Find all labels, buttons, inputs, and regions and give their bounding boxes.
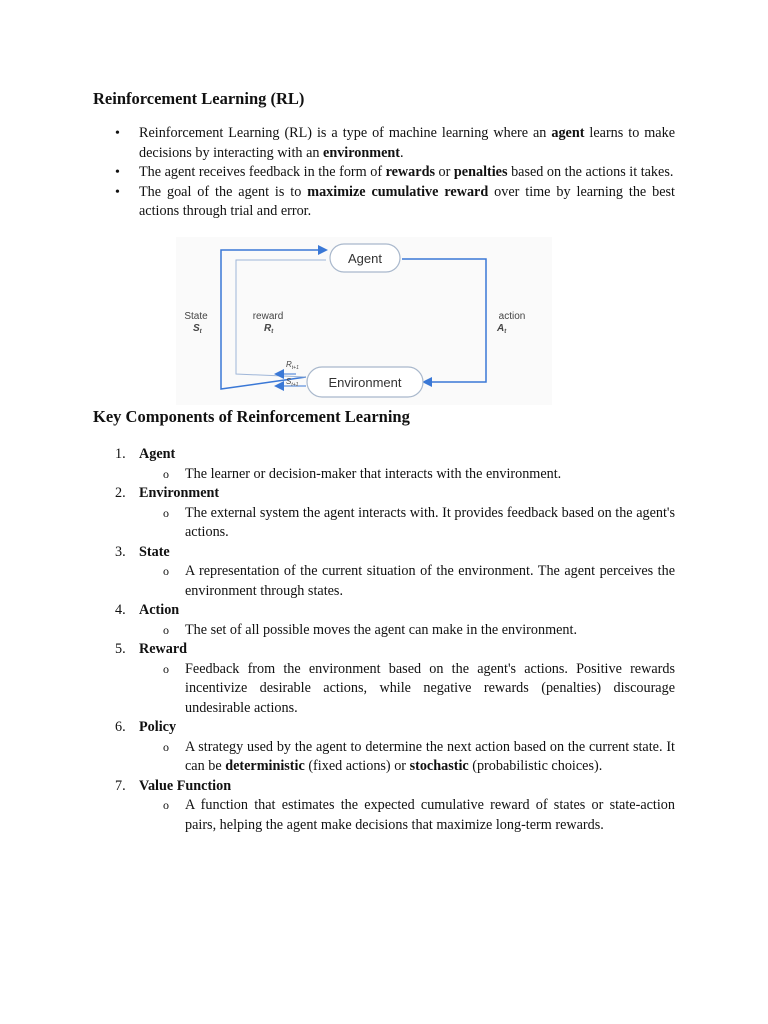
- bullet-text: [139, 125, 675, 161]
- bullet-text: [139, 164, 673, 180]
- sub-bullet-glyph: o: [163, 661, 169, 676]
- sub-bullet-glyph: o: [163, 798, 169, 812]
- component-description: [93, 738, 675, 777]
- component-number: 5.: [115, 641, 126, 657]
- bullet-item: [93, 163, 675, 183]
- components-heading: Key Components of Reinforcement Learning: [93, 407, 410, 426]
- reward-label: reward: [252, 311, 284, 322]
- component-title: Value Function: [139, 777, 232, 794]
- sub-bullet-glyph: o: [163, 466, 169, 481]
- sub-bullet-glyph: o: [163, 505, 169, 520]
- reward-symbol: $R_t$: [264, 323, 274, 335]
- action-line: [402, 259, 486, 382]
- component-description: [93, 465, 675, 485]
- text-run: (probabilistic choices).: [468, 758, 603, 774]
- component-description: [93, 796, 675, 835]
- component-title: Agent: [139, 446, 176, 462]
- component-number: 2.: [115, 485, 126, 501]
- text-run: A representation of the current situation of the environment. The agent perceives the environment through states.: [185, 563, 675, 599]
- component-item: [93, 484, 675, 543]
- component-description-text: [185, 466, 561, 482]
- sub-bullet-glyph: o: [163, 622, 169, 637]
- text-run: .: [400, 144, 404, 161]
- component-number: 7.: [115, 777, 126, 794]
- emphasis-text: penalties: [453, 164, 508, 180]
- state-symbol: $S_t$: [193, 323, 202, 335]
- emphasis-text: environment: [323, 144, 400, 161]
- component-item: [93, 601, 675, 640]
- intro-bullet-list: [93, 124, 675, 222]
- component-number: 4.: [115, 602, 126, 618]
- text-run: learns to make decisions by interacting with an: [139, 125, 675, 161]
- bullet-glyph: •: [115, 126, 120, 141]
- state-label: State: [184, 311, 208, 322]
- component-description: [93, 621, 675, 641]
- bullet-item: [93, 183, 675, 222]
- components-list: [93, 445, 675, 835]
- bullet-glyph: •: [115, 165, 120, 180]
- component-description: [93, 504, 675, 543]
- component-item: [93, 777, 675, 836]
- text-run: The goal of the agent is to: [139, 183, 308, 200]
- agent-label: Agent: [348, 251, 382, 266]
- text-run: The agent receives feedback in the form of: [139, 164, 386, 180]
- text-run: or: [434, 164, 454, 180]
- text-run: (fixed actions) or: [304, 758, 410, 774]
- text-run: The learner or decision-maker that interacts with the environment.: [185, 465, 562, 482]
- environment-label: Environment: [328, 375, 402, 390]
- component-description-text: [185, 797, 675, 833]
- text-run: based on the actions it takes.: [507, 164, 674, 180]
- component-description: [93, 660, 675, 719]
- next-reward-symbol: $R_{t+1}$: [286, 360, 299, 371]
- component-description-text: [185, 661, 675, 716]
- component-item: [93, 718, 675, 777]
- text-run: The external system the agent interacts with. It provides feedback based on the agent's actions.: [185, 504, 675, 540]
- action-symbol: $A_t$: [497, 323, 507, 335]
- text-run: over time by learning the best actions through trial and error.: [139, 183, 675, 219]
- bullet-glyph: •: [115, 184, 120, 200]
- text-run: A function that estimates the expected cumulative reward of states or state-action pairs, helping the agent make decisions that maximize long-term rewards.: [185, 797, 675, 833]
- sub-bullet-glyph: o: [163, 564, 169, 578]
- component-description-text: [185, 739, 675, 775]
- component-item: [93, 640, 675, 718]
- component-description-text: [185, 622, 577, 638]
- text-run: Reinforcement Learning (RL) is a type of machine learning where an: [139, 125, 552, 141]
- component-number: 6.: [115, 719, 126, 735]
- text-run: The set of all possible moves the agent can make in the environment.: [185, 621, 578, 638]
- sub-bullet-glyph: o: [163, 739, 169, 754]
- emphasis-text: rewards: [385, 164, 435, 180]
- component-title: Action: [139, 602, 180, 618]
- bullet-text: [139, 184, 675, 220]
- component-item: [93, 445, 675, 484]
- component-title: Policy: [139, 719, 177, 735]
- intro-heading: Reinforcement Learning (RL): [93, 89, 305, 108]
- action-label: action: [498, 311, 526, 322]
- emphasis-text: agent: [551, 125, 585, 141]
- emphasis-text: deterministic: [225, 758, 305, 774]
- component-title: Environment: [139, 485, 220, 501]
- component-description: [93, 562, 675, 601]
- component-title: State: [139, 543, 170, 560]
- component-title: Reward: [139, 641, 188, 657]
- text-run: Feedback from the environment based on the agent's actions. Positive rewards incentivize desirable actions, while negative rewards (penalties) discourage undesirable actions.: [185, 660, 675, 716]
- component-description-text: [185, 505, 675, 541]
- next-state-symbol: $S_{t+1}$: [286, 377, 299, 388]
- component-item: [93, 543, 675, 602]
- emphasis-text: maximize cumulative reward: [307, 183, 489, 200]
- bullet-item: [93, 124, 675, 163]
- rl-loop-diagram: [176, 237, 552, 405]
- component-number: 1.: [115, 446, 126, 462]
- component-number: 3.: [115, 543, 126, 560]
- text-run: A strategy used by the agent to determine the next action based on the current state. It can be: [185, 738, 675, 774]
- emphasis-text: stochastic: [409, 758, 469, 774]
- component-description-text: [185, 563, 675, 599]
